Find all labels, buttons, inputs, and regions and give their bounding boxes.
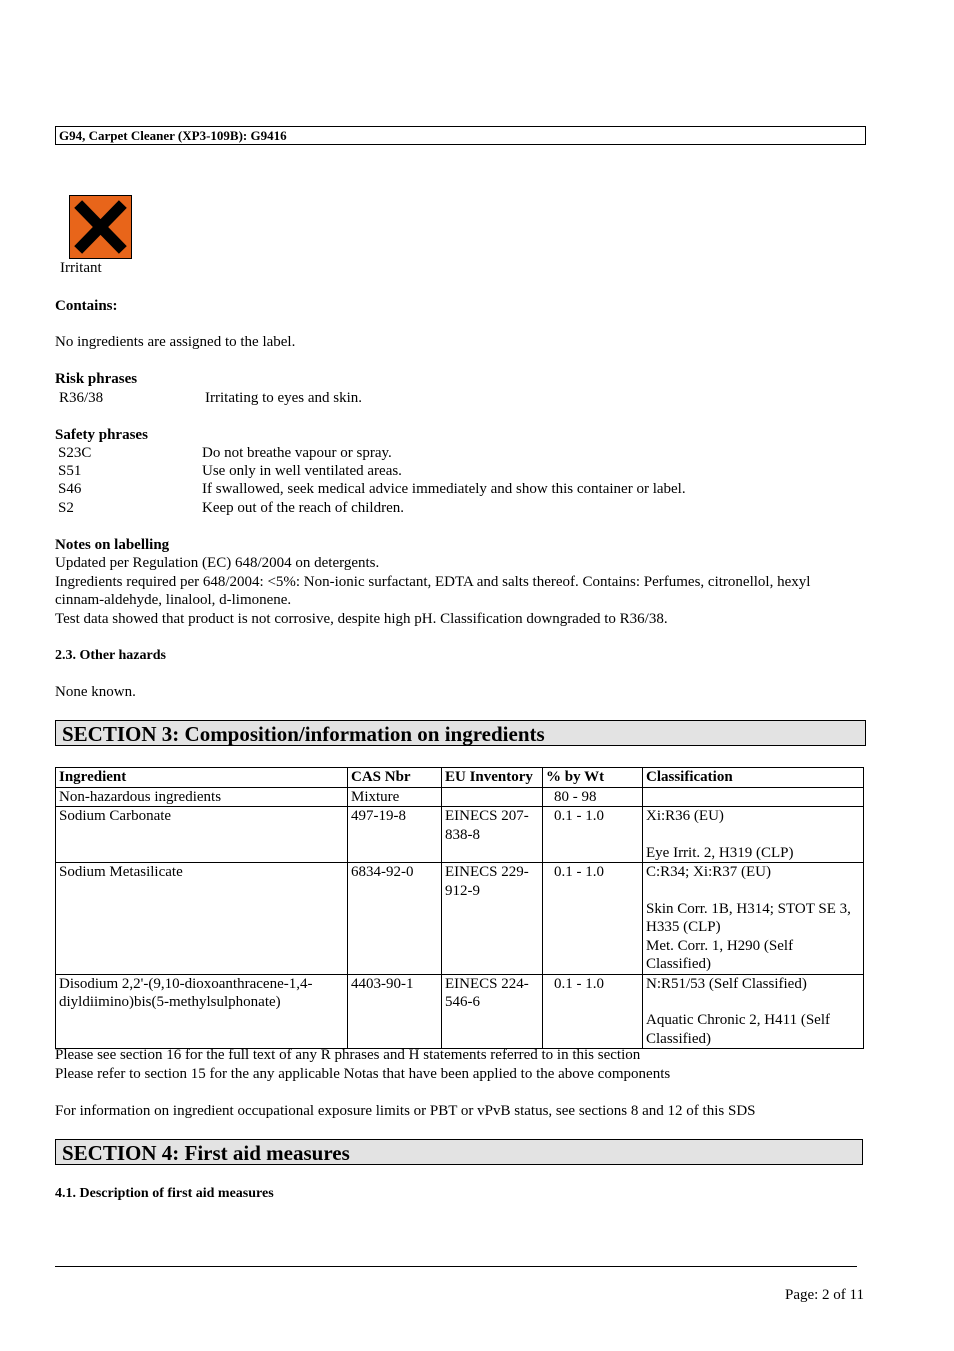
cas-cell: Mixture <box>348 787 442 807</box>
pictogram-label: Irritant <box>60 260 102 276</box>
cas-cell: 4403-90-1 <box>348 974 442 1049</box>
eu-cell: EINECS 207-838-8 <box>442 807 543 863</box>
classification-cell <box>643 807 864 863</box>
document-header: G94, Carpet Cleaner (XP3-109B): G9416 <box>55 126 866 145</box>
safety-phrase-code: S2 <box>58 500 74 516</box>
column-header: % by Wt <box>543 768 643 788</box>
ingredient-cell: Sodium Metasilicate <box>56 863 348 975</box>
wt-cell: 0.1 - 1.0 <box>543 863 643 975</box>
safety-phrase-text: If swallowed, seek medical advice immediately and show this container or label. <box>202 481 686 497</box>
safety-phrases-heading: Safety phrases <box>55 427 148 443</box>
classification-cell <box>643 787 864 807</box>
contains-heading: Contains: <box>55 298 118 314</box>
notes-line: Ingredients required per 648/2004: <5%: Non-ionic surfactant, EDTA and salts thereof. Contains: Perfumes, citronellol, hexyl <box>55 574 811 590</box>
page-number: Page: 2 of 11 <box>784 1287 864 1303</box>
safety-phrase-code: S51 <box>58 463 82 479</box>
safety-phrase-code: S23C <box>58 445 92 461</box>
section4-subheading: 4.1. Description of first aid measures <box>55 1186 274 1201</box>
safety-phrase-text: Do not breathe vapour or spray. <box>202 445 392 461</box>
classification-clp: Eye Irrit. 2, H319 (CLP) <box>646 844 794 861</box>
table-row <box>56 974 864 1049</box>
risk-phrases-heading: Risk phrases <box>55 371 138 387</box>
safety-phrase-code: S46 <box>58 481 82 497</box>
column-header: CAS Nbr <box>348 768 442 788</box>
eu-cell: EINECS 229-912-9 <box>442 863 543 975</box>
risk-phrase-text: Irritating to eyes and skin. <box>205 390 363 406</box>
irritant-x-icon <box>69 195 132 259</box>
wt-cell: 80 - 98 <box>543 787 643 807</box>
risk-phrase-code: R36/38 <box>59 390 104 406</box>
ingredient-cell: Sodium Carbonate <box>56 807 348 863</box>
cas-cell: 497-19-8 <box>348 807 442 863</box>
column-header: Ingredient <box>56 768 348 788</box>
safety-phrase-text: Use only in well ventilated areas. <box>202 463 402 479</box>
other-hazards-heading: 2.3. Other hazards <box>55 648 166 663</box>
wt-cell: 0.1 - 1.0 <box>543 807 643 863</box>
classification-clp: Skin Corr. 1B, H314; STOT SE 3, H335 (CLP) <box>646 900 851 935</box>
classification-eu: Xi:R36 (EU) <box>646 808 724 824</box>
section4-title: SECTION 4: First aid measures <box>55 1139 863 1165</box>
table-header-row <box>56 768 864 788</box>
wt-cell: 0.1 - 1.0 <box>543 974 643 1049</box>
cas-cell: 6834-92-0 <box>348 863 442 975</box>
table-row <box>56 863 864 975</box>
notes-heading: Notes on labelling <box>55 537 170 553</box>
table-row <box>56 787 864 807</box>
ingredient-cell: Disodium 2,2'-(9,10-dioxoanthracene-1,4-diyldiimino)bis(5-methylsulphonate) <box>56 974 348 1049</box>
classification-clp: Aquatic Chronic 2, H411 (Self Classified) <box>646 1012 830 1047</box>
safety-phrase-text: Keep out of the reach of children. <box>202 500 404 516</box>
section3-note: Please refer to section 15 for the any applicable Notas that have been applied to the above components <box>55 1066 671 1082</box>
section3-title: SECTION 3: Composition/information on ingredients <box>55 720 866 746</box>
classification-eu: C:R34; Xi:R37 (EU) <box>646 864 772 880</box>
ingredient-cell: Non-hazardous ingredients <box>56 787 348 807</box>
classification-cell <box>643 974 864 1049</box>
notes-line: cinnam-aldehyde, linalool, d-limonene. <box>55 592 292 608</box>
notes-line: Test data showed that product is not corrosive, despite high pH. Classification downgraded to R36/38. <box>55 611 668 627</box>
classification-self: Met. Corr. 1, H290 (Self Classified) <box>646 937 794 972</box>
classification-cell <box>643 863 864 975</box>
eu-cell: EINECS 224-546-6 <box>442 974 543 1049</box>
eu-cell <box>442 787 543 807</box>
section3-note: Please see section 16 for the full text of any R phrases and H statements referred to in this section <box>55 1047 641 1063</box>
notes-line: Updated per Regulation (EC) 648/2004 on detergents. <box>55 555 380 571</box>
footer-divider <box>55 1266 857 1267</box>
column-header: Classification <box>643 768 864 788</box>
classification-eu: N:R51/53 (Self Classified) <box>646 975 807 992</box>
contains-text: No ingredients are assigned to the label. <box>55 334 296 350</box>
other-hazards-text: None known. <box>55 684 136 700</box>
column-header: EU Inventory <box>442 768 543 788</box>
table-row <box>56 807 864 863</box>
ingredients-table <box>55 767 864 1049</box>
section3-note: For information on ingredient occupational exposure limits or PBT or vPvB status, see sections 8 and 12 of this SDS <box>55 1103 756 1119</box>
